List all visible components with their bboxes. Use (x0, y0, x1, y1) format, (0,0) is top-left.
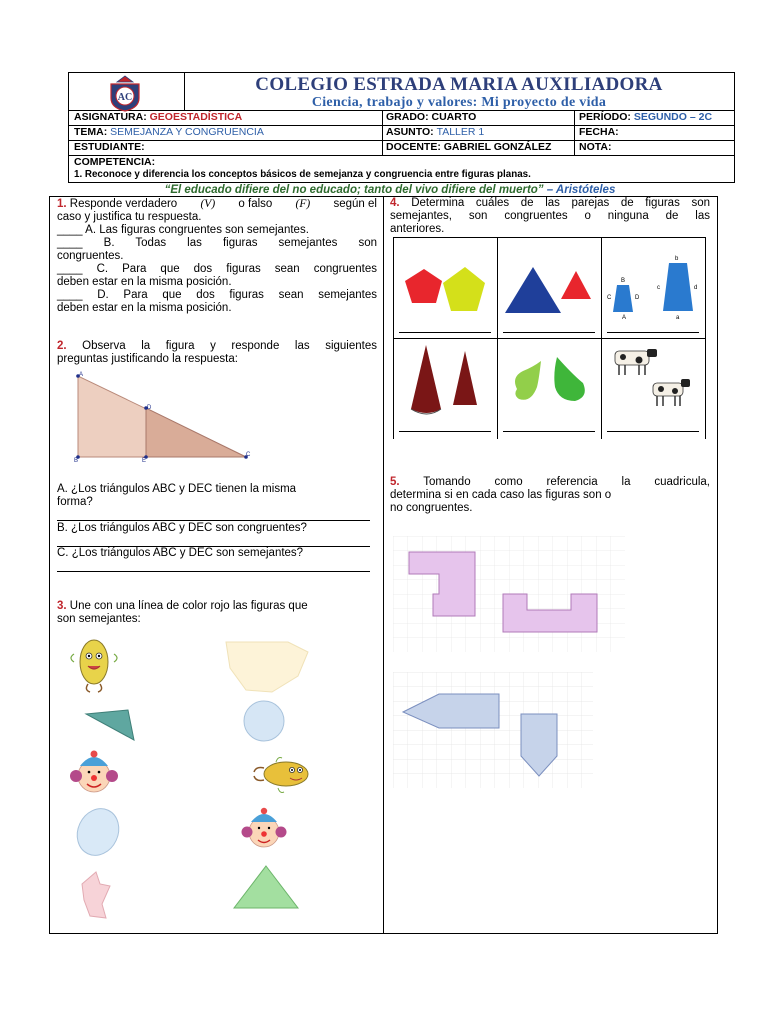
logo-letters: AC (117, 92, 133, 103)
label-c: C (246, 452, 251, 458)
asignatura-value: GEOESTADÍSTICA (149, 111, 243, 123)
blue-triangle (505, 267, 561, 313)
fecha-label: FECHA: (579, 126, 619, 138)
teal-triangle[interactable] (86, 710, 134, 740)
periodo-cell (579, 111, 712, 123)
school-logo (105, 74, 145, 112)
trap-label-a: a (676, 315, 680, 321)
q1-number: 1. (57, 198, 67, 210)
trap-label-d-upper: D (635, 295, 640, 301)
q3-text-l2: son semejantes: (57, 613, 141, 625)
q1-item-line: deben estar en la misma posición. (57, 276, 232, 288)
triangle-dec (146, 408, 246, 457)
q5-text-l1: Tomando como referencia la cuadricula, (423, 476, 710, 488)
q4-block (390, 197, 710, 236)
estudiante-label: ESTUDIANTE: (74, 141, 145, 153)
light-green-drop (515, 361, 541, 400)
q5-block (390, 476, 710, 515)
small-trapezoid (613, 285, 633, 312)
q2-block (57, 340, 377, 366)
grado-cell (386, 111, 476, 123)
q1-item-line: ____ A. Las figuras congruentes son semejantes. (57, 224, 309, 236)
quote-author: – Aristóteles (546, 184, 616, 196)
header-row-1 (74, 111, 242, 123)
q1-intro-c: según el (333, 198, 377, 210)
asunto-label: ASUNTO: (386, 126, 434, 138)
asunto-cell (386, 126, 484, 138)
docente-label: DOCENTE: GABRIEL GONZÁLEZ (386, 141, 552, 153)
q1-f: (F) (295, 198, 311, 210)
q1-item-line: ____ C. Para que dos figuras sean congruentes (57, 263, 377, 275)
grid-background (393, 672, 593, 788)
corn-character-icon[interactable] (71, 640, 117, 692)
nota-label: NOTA: (579, 141, 612, 153)
tema-label: TEMA: (74, 126, 108, 138)
dark-red-cone-small (453, 351, 477, 405)
q4-text-l1: Determina cuáles de las parejas de figuras son (411, 197, 710, 209)
light-blue-circle[interactable] (244, 701, 284, 741)
triangle-figure (70, 368, 260, 466)
q2-text-l2: preguntas justificando la respuesta: (57, 353, 238, 365)
pale-pentagon-shape[interactable] (226, 642, 308, 692)
periodo-label: PERÍODO: (579, 111, 631, 123)
column-divider (383, 196, 384, 934)
red-pentagon (405, 269, 442, 303)
q2-qa-l2: forma? (57, 496, 93, 508)
q1-block (57, 198, 377, 315)
label-e: E (142, 458, 147, 464)
q2-question-a (57, 483, 377, 509)
tema-cell (74, 126, 264, 138)
label-a: A (79, 372, 84, 378)
q4-text-l2: semejantes, son congruentes o ninguna de las (390, 210, 710, 222)
q5-text-l2: determina si en cada caso las figuras son o (390, 489, 612, 501)
q2-number: 2. (57, 340, 67, 352)
school-motto: Ciencia, trabajo y valores: Mi proyecto de vida (311, 95, 607, 110)
q3-block (57, 600, 377, 626)
q5-number: 5. (390, 476, 400, 488)
q5-text-l3: no congruentes. (390, 502, 473, 514)
cow-icon (653, 379, 690, 406)
dark-red-cone-large (411, 345, 441, 413)
quote-text: “El educado difiere del no educado; tanto del vivo difiere del muerto” (164, 184, 544, 196)
grado-label: GRADO: (386, 111, 429, 123)
divider (382, 110, 383, 155)
q5-grid-2 (393, 672, 593, 788)
asignatura-label: ASIGNATURA: (74, 111, 147, 123)
red-triangle (561, 271, 591, 299)
q3-number: 3. (57, 600, 67, 612)
q2-text-l1: Observa la figura y responde las siguientes (82, 340, 377, 352)
light-blue-ellipse[interactable] (70, 802, 127, 862)
answer-line[interactable] (57, 520, 370, 521)
q2-qb: B. ¿Los triángulos ABC y DEC son congruentes? (57, 522, 307, 534)
q2-qc: C. ¿Los triángulos ABC y DEC son semejantes? (57, 547, 304, 559)
trap-label-c-upper: C (607, 295, 612, 301)
pink-irregular-shape[interactable] (82, 872, 110, 918)
clown-face-icon[interactable] (242, 808, 287, 847)
q2-qa-l1: A. ¿Los triángulos ABC y DEC tienen la misma (57, 483, 297, 495)
q1-intro-line (57, 198, 377, 211)
q5-grid-1 (393, 536, 625, 652)
q3-text-l1: Une con una línea de color rojo las figuras que (69, 600, 308, 612)
label-b: B (74, 458, 79, 464)
label-d: D (147, 405, 152, 411)
q1-item-line: deben estar en la misma posición. (57, 302, 232, 314)
q4-text-l3: anteriores. (390, 223, 445, 235)
cow-icon (615, 349, 657, 375)
q1-item-line: ____ D. Para que dos figuras sean semejantes (57, 289, 377, 301)
trap-label-b-upper: B (621, 278, 626, 284)
trap-label-a-upper: A (622, 315, 627, 321)
grado-value: CUARTO (431, 111, 477, 123)
school-name: COLEGIO ESTRADA MARIA AUXILIADORA (255, 74, 663, 95)
tema-value: SEMEJANZA Y CONGRUENCIA (110, 126, 264, 138)
large-trapezoid (663, 263, 693, 311)
q1-item-line: congruentes. (57, 250, 124, 262)
divider (574, 110, 575, 155)
q1-item-line: ____ B. Todas las figuras semejantes son (57, 237, 377, 249)
q1-intro-b: o falso (238, 198, 273, 210)
green-drop (554, 357, 584, 401)
q1-intro-line-2: caso y justifica tu respuesta. (57, 211, 202, 223)
trap-label-d: d (694, 285, 698, 291)
q4-figures (393, 237, 706, 439)
periodo-value: SEGUNDO – 2C (633, 111, 713, 123)
q4-pairs-grid (393, 237, 706, 439)
q1-v: (V) (200, 198, 216, 210)
green-triangle[interactable] (234, 866, 298, 908)
trap-label-b: b (675, 256, 679, 262)
answer-line[interactable] (57, 571, 370, 572)
corn-character-rotated-icon[interactable] (254, 758, 308, 793)
yellow-pentagon (443, 267, 485, 311)
q4-number: 4. (390, 197, 400, 209)
divider (69, 155, 734, 156)
q3-figures (60, 636, 380, 931)
trap-label-c: c (657, 285, 660, 291)
clown-face-icon[interactable] (70, 751, 118, 793)
asunto-value: TALLER 1 (436, 126, 485, 138)
q1-intro-a: Responde verdadero (69, 198, 178, 210)
competencia-label: COMPETENCIA: (74, 156, 156, 168)
q1-items (57, 224, 377, 315)
competencia-text: 1. Reconoce y diferencia los conceptos básicos de semejanza y congruencia entre figuras planas. (74, 169, 531, 180)
quote (60, 184, 720, 196)
